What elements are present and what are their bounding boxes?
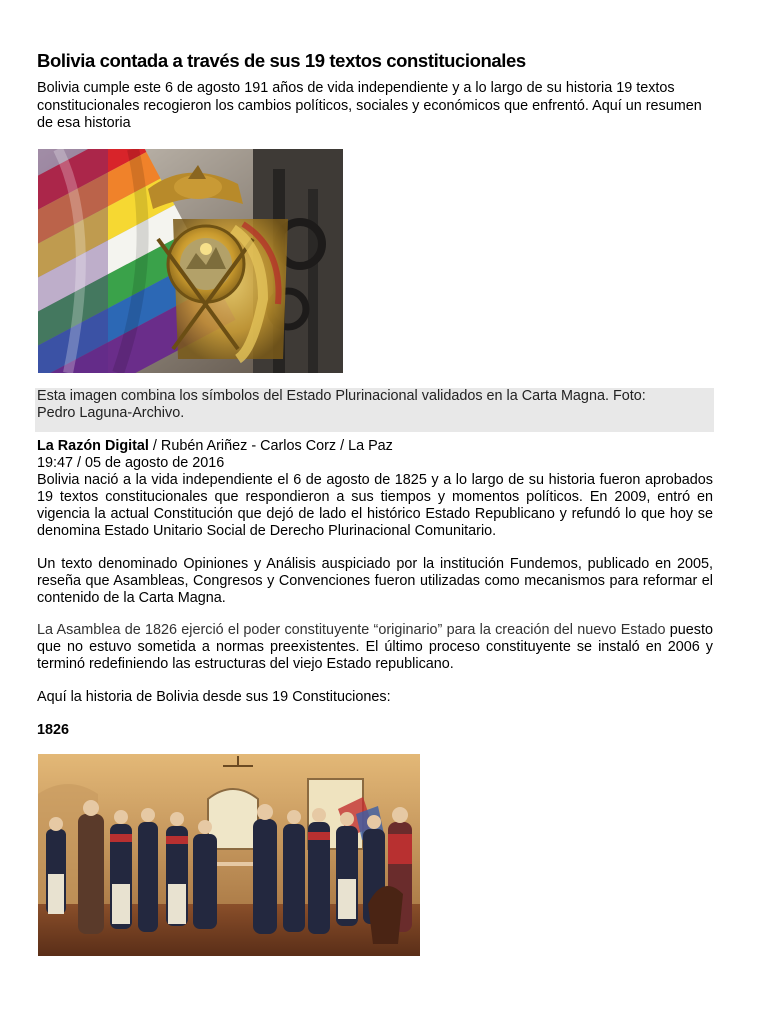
publish-datetime: 19:47 / 05 de agosto de 2016 (37, 455, 225, 471)
authors: / Rubén Ariñez - Carlos Corz / La Paz (148, 438, 393, 454)
caption-line-1: Esta imagen combina los símbolos del Estado Plurinacional validados en la Carta Magna. Foto: (37, 388, 646, 404)
paragraph-1: Bolivia nació a la vida independiente el 6 de agosto de 1825 y a lo largo de su historia fueron aprobados 19 textos constitucionales que respondieron a sus tiempos y momentos políticos. En 2009, entró en vigencia la actual Constitución que dejó de lado el histórico Estado Republicano y refundó lo que hoy se denomina Estado Unitario Social de Derecho Plurinacional Comunitario. (37, 472, 713, 539)
paragraph-3 (37, 622, 713, 673)
paragraph-3-part-1: La Asamblea de 1826 ejerció el poder constituyente “originario” para la creación del nuevo Estado (37, 622, 666, 638)
historical-painting (38, 754, 420, 956)
photo-caption (35, 388, 714, 432)
coat-of-arms-photo (38, 149, 343, 373)
caption-line-2: Pedro Laguna-Archivo. (37, 405, 185, 421)
article-intro: Bolivia cumple este 6 de agosto 191 años de vida independiente y a lo largo de su historia 19 textos constitucionales recogieron los cambios políticos, sociales y económicos que enfrentó. Aquí un resumen de esa historia (37, 80, 702, 131)
paragraph-3-part-2: puesto que no estuvo sometida a normas preexistentes. El último proceso constituyente se instaló en 2006 y terminó redefiniendo las estructuras del viejo Estado republicano. (37, 622, 713, 672)
article-title: Bolivia contada a través de sus 19 textos constitucionales (37, 50, 526, 71)
paragraph-2: Un texto denominado Opiniones y Análisis auspiciado por la institución Fundemos, publicado en 2005, reseña que Asambleas, Congresos y Convenciones fueron utilizadas como mecanismos para reformar el contenido de la Carta Magna. (37, 556, 713, 606)
byline (37, 438, 717, 472)
source-name: La Razón Digital (37, 438, 149, 454)
paragraph-4: Aquí la historia de Bolivia desde sus 19 Constituciones: (37, 689, 391, 705)
section-year-heading: 1826 (37, 722, 70, 738)
